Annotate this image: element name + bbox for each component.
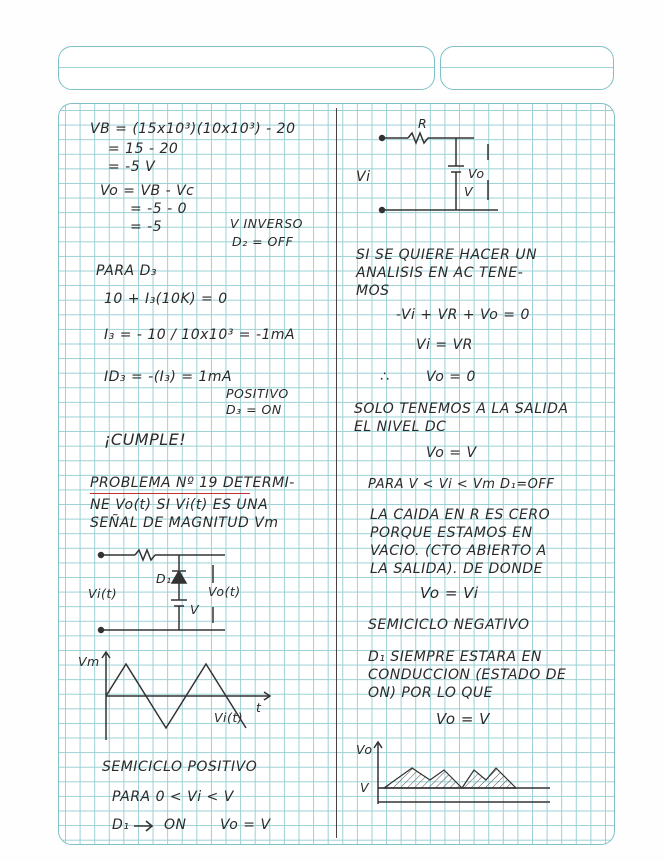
label-v-graph: V xyxy=(360,780,370,795)
eq-vo-zero: Vo = 0 xyxy=(426,369,476,385)
problem-line3: SEÑAL DE MAGNITUD Vm xyxy=(90,515,279,531)
text-caida-line2: PORQUE ESTAMOS EN xyxy=(370,525,533,541)
eq-kvl-ac: -Vi + VR + Vo = 0 xyxy=(396,307,530,323)
text-dc-line1: SOLO TENEMOS A LA SALIDA xyxy=(354,401,569,417)
eq-vo-step2: = -5 - 0 xyxy=(130,201,187,217)
eq-vo-v-dc: Vo = V xyxy=(426,445,477,461)
eq-vo-v: Vo = V xyxy=(220,817,271,833)
problem-underline xyxy=(90,493,250,494)
note-inverso: V INVERSO xyxy=(230,216,303,231)
eq-kvl-d3: 10 + I₃(10K) = 0 xyxy=(104,291,228,307)
label-t: t xyxy=(256,700,262,715)
header-box-left xyxy=(58,46,435,90)
note-cumple: ¡CUMPLE! xyxy=(104,430,187,449)
text-dc-line2: EL NIVEL DC xyxy=(354,419,447,435)
label-vi-t: Vi(t) xyxy=(88,586,118,601)
circuit-right xyxy=(378,130,508,220)
label-vi: Vi xyxy=(356,169,371,185)
eq-vb-result: = -5 V xyxy=(108,159,156,175)
heading-para-d3: PARA D₃ xyxy=(96,263,157,279)
label-vm: Vm xyxy=(78,654,100,669)
text-caida-line3: VACIO. (CTO ABIERTO A xyxy=(370,543,547,559)
label-v-dc: V xyxy=(464,184,474,199)
text-ac-line3: MOS xyxy=(356,283,390,299)
note-positivo: POSITIVO xyxy=(226,386,289,401)
note-d2-off: D₂ = OFF xyxy=(232,234,294,249)
heading-semiciclo-positivo: SEMICICLO POSITIVO xyxy=(102,759,258,775)
eq-vb: VB = (15x10³)(10x10³) - 20 xyxy=(90,121,296,137)
text-neg-line3: ON) POR LO QUE xyxy=(368,685,493,701)
text-neg-line2: CONDUCCION (ESTADO DE xyxy=(368,667,567,683)
text-caida-line1: LA CAIDA EN R ES CERO xyxy=(370,507,551,523)
label-vo-t: Vo(t) xyxy=(208,584,241,599)
eq-i3: I₃ = - 10 / 10x10³ = -1mA xyxy=(104,327,296,343)
label-d1: D₁ xyxy=(156,571,172,586)
text-ac-line2: ANALISIS EN AC TENE- xyxy=(356,265,524,281)
label-vo-graph: Vo xyxy=(356,742,373,757)
arrow-icon xyxy=(132,819,156,833)
eq-vo: Vo = VB - Vc xyxy=(100,183,195,199)
eq-vo-vi: Vo = Vi xyxy=(420,584,479,602)
header-box-right xyxy=(440,46,614,90)
label-v-battery: V xyxy=(190,602,200,617)
note-d3-on: D₃ = ON xyxy=(226,402,282,417)
problem-title: PROBLEMA Nº 19 DETERMI- xyxy=(90,475,295,491)
therefore-symbol: ∴ xyxy=(380,369,390,385)
label-vo: Vo xyxy=(468,166,485,181)
eq-id3: ID₃ = -(I₃) = 1mA xyxy=(104,369,233,385)
label-vi-t-graph: Vi(t) xyxy=(214,710,244,725)
column-divider xyxy=(336,108,337,838)
eq-vb-step2: = 15 - 20 xyxy=(108,141,179,157)
eq-para-v-vi-vm: PARA V < Vi < Vm D₁=OFF xyxy=(368,477,555,492)
text-neg-line1: D₁ SIEMPRE ESTARA EN xyxy=(368,649,542,665)
heading-semiciclo-negativo: SEMICICLO NEGATIVO xyxy=(368,617,530,633)
text-caida-line4: LA SALIDA). DE DONDE xyxy=(370,561,543,577)
problem-line2: NE Vo(t) SI Vi(t) ES UNA xyxy=(90,497,269,513)
eq-para-0-vi-v: PARA 0 < Vi < V xyxy=(112,789,234,805)
label-r: R xyxy=(418,116,428,131)
graph-triangle-wave xyxy=(98,650,278,750)
eq-vo-v-neg: Vo = V xyxy=(436,710,490,728)
eq-vi-vr: Vi = VR xyxy=(416,337,473,353)
text-ac-line1: SI SE QUIERE HACER UN xyxy=(356,247,538,263)
eq-on: ON xyxy=(164,817,187,833)
eq-d1: D₁ xyxy=(112,817,130,833)
eq-vo-result: = -5 xyxy=(130,219,163,235)
graph-output-wave xyxy=(370,740,560,810)
